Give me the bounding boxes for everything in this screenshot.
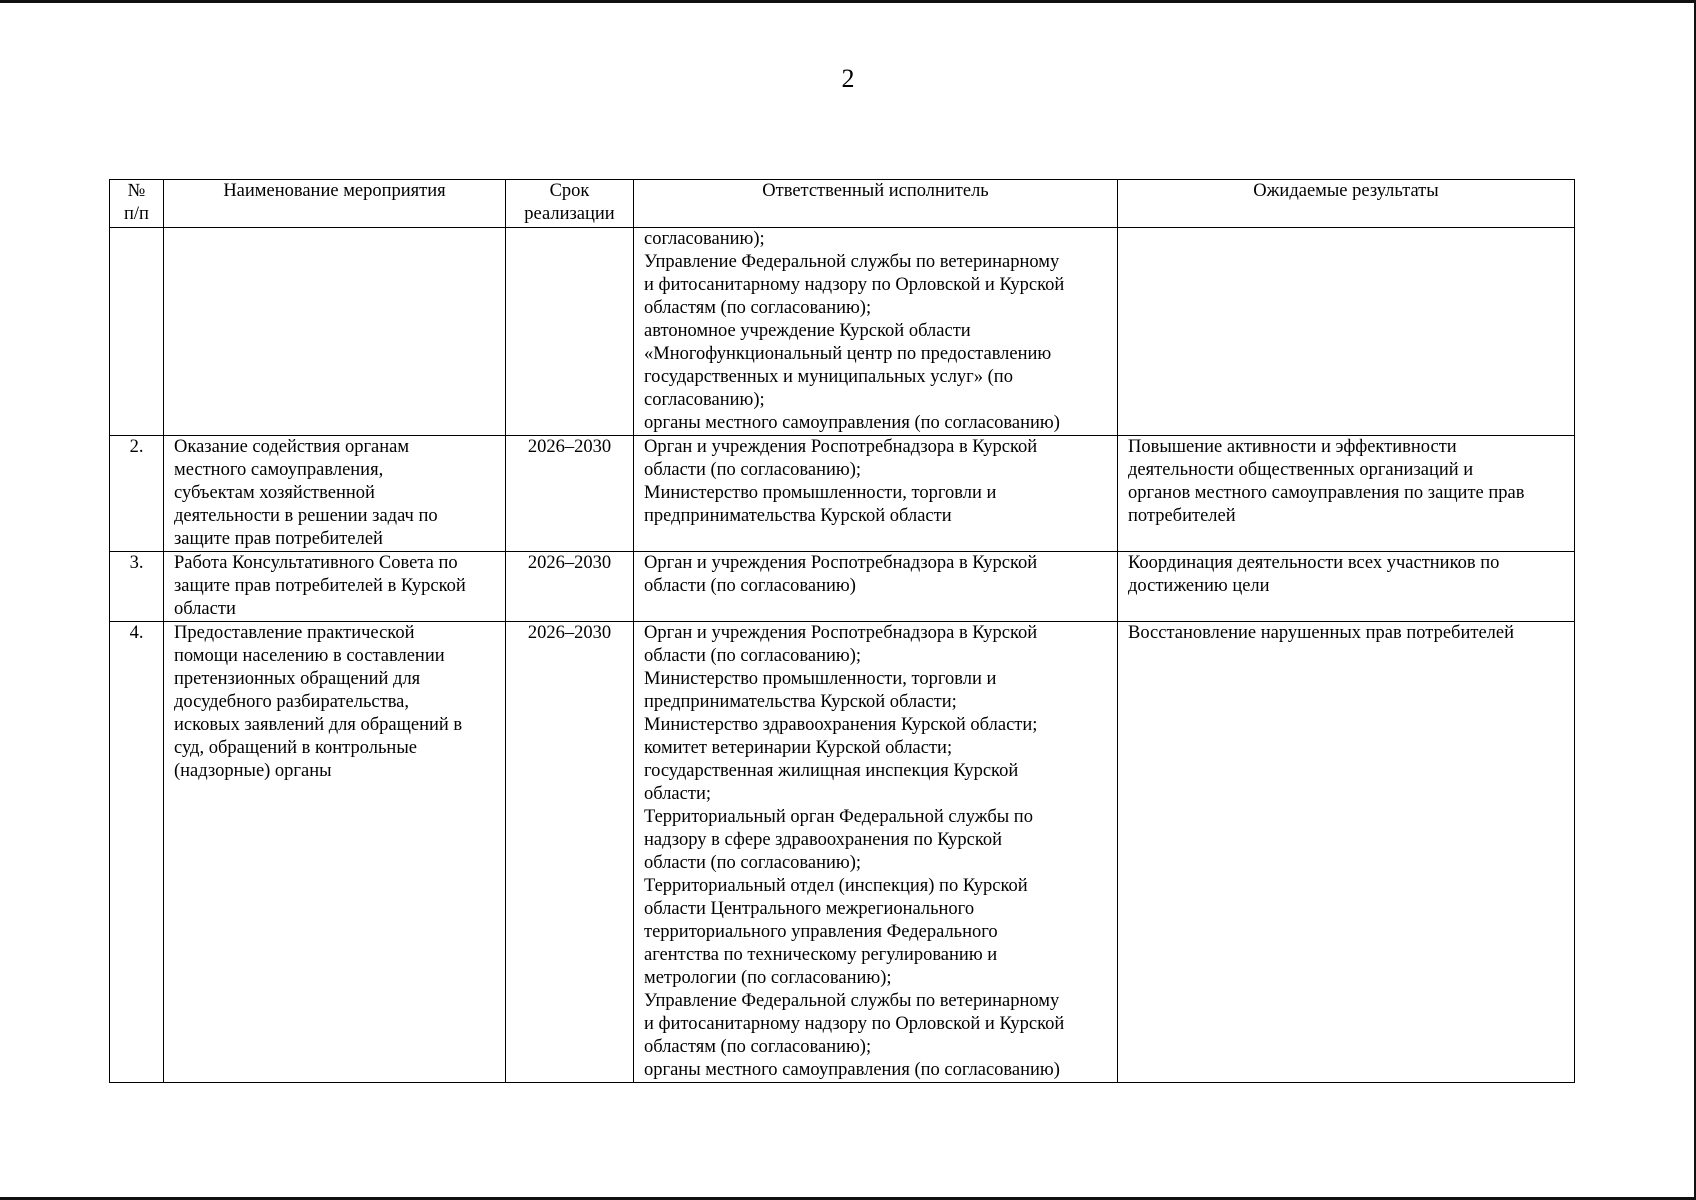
row-number: 4. — [110, 622, 164, 1083]
row-responsible-executor: Орган и учреждения Роспотребнадзора в Курской области (по согласованию); Министерство промышленности, торговли и предпринимательства Курской области — [634, 436, 1118, 552]
row-activity-name: Работа Консультативного Совета по защите прав потребителей в Курской области — [164, 552, 506, 622]
row-activity-name — [164, 228, 506, 436]
header-expected-results: Ожидаемые результаты — [1118, 180, 1575, 228]
row-number: 3. — [110, 552, 164, 622]
row-number: 2. — [110, 436, 164, 552]
table-header-row — [110, 180, 1575, 228]
action-plan-table — [109, 179, 1575, 1083]
row-responsible-executor: Орган и учреждения Роспотребнадзора в Курской области (по согласованию) — [634, 552, 1118, 622]
row-activity-name: Предоставление практической помощи населению в составлении претензионных обращений для досудебного разбирательства, исковых заявлений для обращений в суд, обращений в контрольные (надзорные) органы — [164, 622, 506, 1083]
row-term: 2026–2030 — [506, 622, 634, 1083]
page-number: 2 — [841, 64, 855, 93]
row-number — [110, 228, 164, 436]
row-expected-results: Повышение активности и эффективности деятельности общественных организаций и органов местного самоуправления по защите прав потребителей — [1118, 436, 1575, 552]
table-row — [110, 552, 1575, 622]
row-activity-name: Оказание содействия органам местного самоуправления, субъектам хозяйственной деятельности в решении задач по защите прав потребителей — [164, 436, 506, 552]
table-row — [110, 436, 1575, 552]
row-term: 2026–2030 — [506, 436, 634, 552]
table-row — [110, 622, 1575, 1083]
row-responsible-executor: Орган и учреждения Роспотребнадзора в Курской области (по согласованию); Министерство промышленности, торговли и предпринимательства Курской области; Министерство здравоохранения Курской области; комитет ветеринарии Курской области; государственная жилищная инспекция Курской области; Территориальный орган Федеральной службы по надзору в сфере здравоохранения по Курской области (по согласованию); Территориальный отдел (инспекция) по Курской области Центрального межрегионального территориального управления Федерального агентства по техническому регулированию и метрологии (по согласованию); Управление Федеральной службы по ветеринарному и фитосанитарному надзору по Орловской и Курской областям (по согласованию); органы местного самоуправления (по согласованию) — [634, 622, 1118, 1083]
row-term: 2026–2030 — [506, 552, 634, 622]
row-expected-results: Восстановление нарушенных прав потребителей — [1118, 622, 1575, 1083]
row-term — [506, 228, 634, 436]
scan-edge-top — [0, 0, 1696, 3]
header-activity-name: Наименование мероприятия — [164, 180, 506, 228]
row-expected-results: Координация деятельности всех участников по достижению цели — [1118, 552, 1575, 622]
table-row — [110, 228, 1575, 436]
header-responsible-executor: Ответственный исполнитель — [634, 180, 1118, 228]
header-term: Срок реализации — [506, 180, 634, 228]
header-number: № п/п — [110, 180, 164, 228]
row-expected-results — [1118, 228, 1575, 436]
row-responsible-executor: согласованию); Управление Федеральной службы по ветеринарному и фитосанитарному надзору по Орловской и Курской областям (по согласованию); автономное учреждение Курской области «Многофункциональный центр по предоставлению государственных и муниципальных услуг» (по согласованию); органы местного самоуправления (по согласованию) — [634, 228, 1118, 436]
